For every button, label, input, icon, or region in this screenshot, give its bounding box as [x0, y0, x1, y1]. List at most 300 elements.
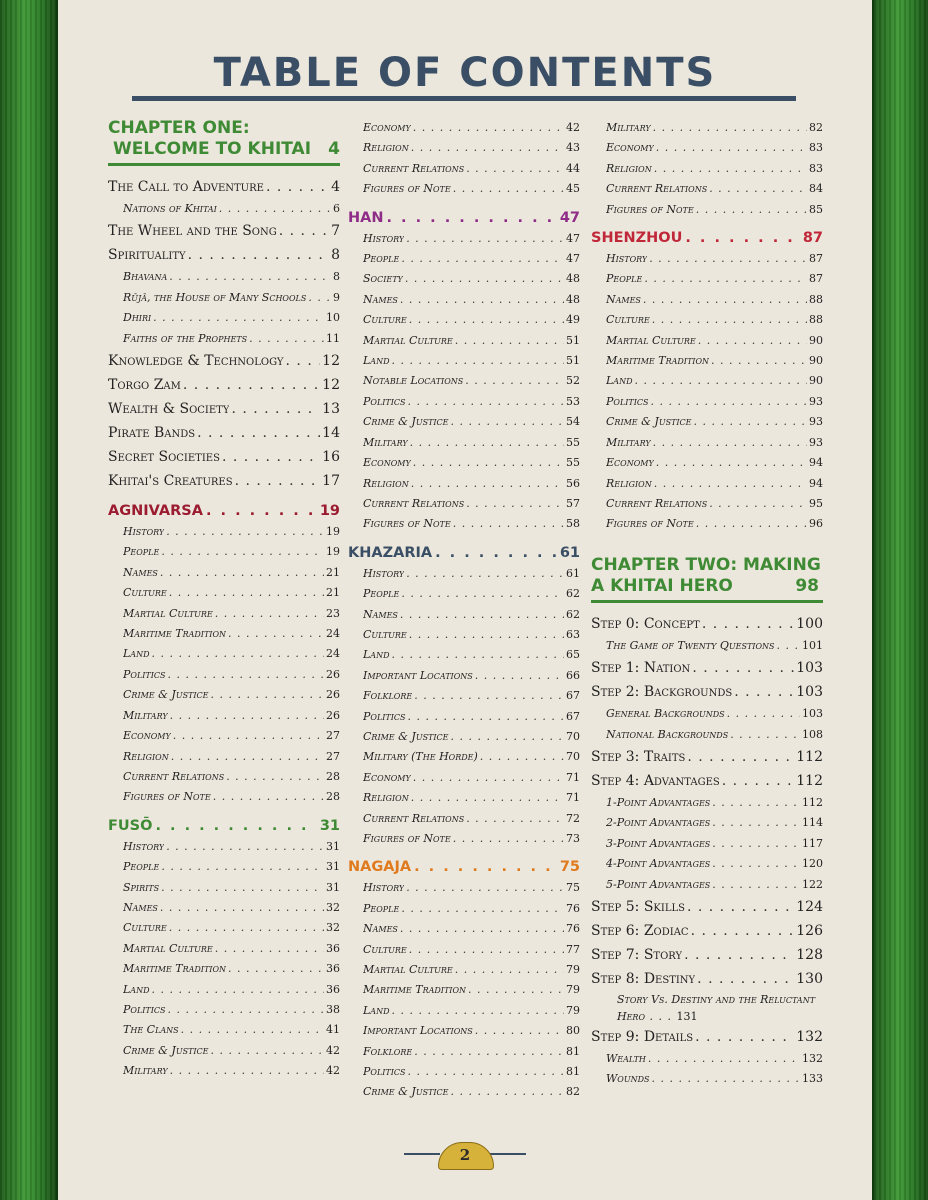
toc-entry[interactable] — [348, 494, 580, 514]
toc-entry-page: 13 — [322, 401, 340, 418]
toc-entry-page: 70 — [566, 729, 580, 743]
toc-entry[interactable] — [108, 918, 340, 938]
page-title: TABLE OF CONTENTS — [213, 50, 717, 96]
toc-entry[interactable] — [591, 453, 823, 473]
toc-entry[interactable] — [591, 290, 823, 310]
toc-entry-page: 61 — [566, 566, 580, 580]
toc-entry-page: 44 — [566, 161, 580, 175]
toc-entry-page: 112 — [796, 748, 823, 765]
toc-entry-title: The Call to Adventure — [108, 179, 264, 195]
toc-entry-page: 103 — [802, 707, 823, 721]
toc-entry[interactable] — [348, 412, 580, 432]
toc-entry-title: Current Relations — [606, 496, 708, 510]
chapter-one-heading — [108, 118, 340, 166]
toc-entry[interactable] — [348, 514, 580, 534]
toc-entry-page: 31 — [326, 880, 340, 894]
toc-entry-page: 79 — [566, 983, 580, 997]
toc-entry[interactable] — [348, 645, 580, 665]
toc-entry[interactable] — [108, 665, 340, 685]
toc-entry[interactable] — [108, 542, 340, 562]
toc-entry-page: 31 — [326, 839, 340, 853]
toc-entry-title: Secret Societies — [108, 449, 220, 466]
toc-entry[interactable] — [108, 980, 340, 1000]
toc-entry[interactable] — [591, 1069, 823, 1089]
page-number: 2 — [459, 1146, 471, 1164]
toc-entry-page: 82 — [566, 1085, 580, 1099]
toc-entry[interactable] — [591, 249, 823, 269]
toc-entry-page: 31 — [326, 860, 340, 874]
toc-entry[interactable] — [108, 939, 340, 959]
toc-entry[interactable] — [348, 269, 580, 289]
toc-entry-page: 19 — [326, 545, 340, 559]
toc-entry-title: Military — [363, 435, 408, 449]
toc-entry[interactable] — [348, 249, 580, 269]
toc-entry-page: 71 — [566, 770, 580, 784]
toc-entry-title: Names — [123, 565, 158, 579]
toc-entry-title: Names — [606, 292, 641, 306]
toc-entry-page: 7 — [331, 223, 340, 240]
toc-entry-page: 45 — [566, 182, 580, 196]
toc-entry-title: Names — [363, 292, 398, 306]
toc-entry[interactable] — [591, 371, 823, 391]
toc-entry[interactable] — [348, 768, 580, 788]
toc-entry-page: 93 — [809, 415, 823, 429]
toc-entry-page: 77 — [566, 942, 580, 956]
toc-entry-title: Figures of Note — [363, 517, 451, 531]
toc-entry-page: 11 — [326, 331, 340, 345]
toc-entry[interactable] — [591, 179, 823, 199]
toc-entry-title: Maritime Tradition — [606, 354, 710, 368]
toc-entry[interactable] — [348, 605, 580, 625]
toc-entry-title: Bhavana — [123, 270, 168, 284]
shenzhou-entries — [591, 249, 823, 535]
toc-entry-title: 5-Point Advantages — [606, 877, 711, 891]
toc-entry[interactable] — [348, 1062, 580, 1082]
toc-entry-title: Step 0: Concept — [591, 615, 700, 632]
toc-entry[interactable] — [591, 118, 823, 138]
toc-entry-page: 43 — [566, 141, 580, 155]
section-khazaria[interactable] — [348, 543, 580, 563]
toc-entry[interactable] — [108, 373, 340, 397]
toc-entry[interactable] — [108, 563, 340, 583]
toc-entry[interactable] — [108, 685, 340, 705]
toc-entry-title: Maritime Tradition — [363, 983, 467, 997]
toc-entry[interactable] — [108, 175, 340, 199]
toc-entry-title: Politics — [363, 1065, 406, 1079]
toc-entry[interactable] — [108, 219, 340, 243]
toc-entry[interactable] — [348, 899, 580, 919]
toc-entry-title: Culture — [606, 313, 650, 327]
toc-entry[interactable] — [591, 514, 823, 534]
toc-entry[interactable] — [591, 680, 823, 704]
toc-entry-page: 6 — [333, 202, 340, 215]
footer-rule-left — [404, 1153, 440, 1155]
toc-entry-page: 93 — [809, 435, 823, 449]
toc-entry[interactable] — [348, 584, 580, 604]
toc-entry[interactable] — [108, 522, 340, 542]
toc-entry-title: Rūjā, the House of Many Schools — [123, 290, 307, 304]
page — [58, 0, 872, 1200]
toc-entry-title: Pirate Bands — [108, 425, 196, 442]
toc-entry[interactable] — [108, 837, 340, 857]
toc-entry[interactable] — [591, 392, 823, 412]
toc-entry-page: 8 — [333, 270, 340, 284]
toc-entry-page: 84 — [809, 182, 823, 196]
toc-entry-title: Society — [363, 272, 403, 286]
toc-entry[interactable] — [591, 310, 823, 330]
toc-entry-title: 4-Point Advantages — [606, 857, 711, 871]
toc-entry-page: 128 — [796, 946, 823, 963]
toc-entry[interactable] — [348, 625, 580, 645]
toc-entry[interactable] — [108, 267, 340, 287]
toc-entry-page: 55 — [566, 456, 580, 470]
right-border — [874, 0, 928, 1200]
toc-entry[interactable] — [591, 854, 823, 874]
toc-entry-page: 23 — [326, 606, 340, 620]
toc-entry-title: People — [363, 587, 400, 601]
toc-entry-title: Crime & Justice — [606, 415, 692, 429]
toc-entry-title: Story Vs. Destiny and the Reluctant Hero — [617, 992, 816, 1023]
toc-entry-title: Religion — [123, 749, 169, 763]
toc-entry-page: 88 — [809, 313, 823, 327]
toc-entry[interactable] — [108, 706, 340, 726]
toc-entry-page: 131 — [676, 1009, 698, 1023]
toc-entry-page: 10 — [326, 311, 340, 325]
toc-entry-page: 36 — [326, 941, 340, 955]
toc-entry[interactable] — [591, 895, 823, 919]
toc-entry-page: 24 — [326, 647, 340, 661]
fuso-entries — [108, 837, 340, 1082]
toc-entry[interactable] — [348, 351, 580, 371]
toc-entry-page: 36 — [326, 982, 340, 996]
section-agnivarsa-name: AGNIVARSA — [108, 503, 203, 520]
toc-entry[interactable] — [591, 943, 823, 967]
toc-entry-page: 80 — [566, 1024, 580, 1038]
toc-entry[interactable] — [348, 159, 580, 179]
toc-entry-title: Step 7: Story — [591, 946, 683, 963]
toc-entry[interactable] — [348, 1001, 580, 1021]
toc-entry-page: 93 — [809, 394, 823, 408]
toc-entry[interactable] — [591, 269, 823, 289]
toc-entry[interactable] — [348, 310, 580, 330]
toc-entry-page: 130 — [796, 970, 823, 987]
chapter-one-line2: WELCOME TO KHITAI — [113, 139, 312, 159]
toc-entry-page: 120 — [802, 857, 823, 871]
toc-entry[interactable] — [108, 1020, 340, 1040]
toc-entry-title: People — [123, 860, 160, 874]
toc-entry[interactable] — [108, 857, 340, 877]
toc-entry[interactable] — [348, 474, 580, 494]
toc-entry-title: Step 9: Details — [591, 1028, 694, 1045]
toc-entry[interactable] — [348, 666, 580, 686]
section-fuso[interactable] — [108, 816, 340, 836]
toc-entry[interactable] — [348, 960, 580, 980]
toc-entry-title: Step 4: Advantages — [591, 772, 720, 789]
toc-entry-title: Politics — [363, 394, 406, 408]
toc-entry[interactable] — [348, 1082, 580, 1102]
toc-entry[interactable] — [348, 980, 580, 1000]
toc-entry-title: Military (The Horde) — [363, 750, 478, 764]
toc-entry-page: 90 — [809, 354, 823, 368]
toc-entry-page: 9 — [333, 290, 340, 304]
toc-entry-page: 27 — [326, 749, 340, 763]
toc-entry-title: Step 1: Nation — [591, 660, 691, 677]
toc-entry[interactable] — [348, 229, 580, 249]
toc-entry[interactable] — [591, 919, 823, 943]
section-shenzhou[interactable] — [591, 228, 823, 248]
toc-entry[interactable] — [348, 564, 580, 584]
toc-entry-title: Religion — [606, 476, 652, 490]
toc-entry[interactable] — [591, 331, 823, 351]
toc-entry[interactable] — [108, 878, 340, 898]
toc-entry[interactable] — [108, 243, 340, 267]
toc-entry-page: 42 — [566, 121, 580, 134]
toc-entry-page: 51 — [566, 333, 580, 347]
toc-entry-page: 76 — [566, 901, 580, 915]
toc-entry-title: Economy — [606, 456, 654, 470]
toc-entry-title: Military — [606, 121, 651, 134]
toc-entry-title: 1-Point Advantages — [606, 795, 711, 809]
toc-entry-page: 87 — [809, 252, 823, 266]
toc-entry-title: Culture — [123, 586, 167, 600]
toc-entry[interactable] — [108, 604, 340, 624]
toc-entry[interactable] — [591, 494, 823, 514]
toc-entry-title: Crime & Justice — [123, 1043, 209, 1057]
toc-entry[interactable] — [591, 793, 823, 813]
toc-entry-title: Land — [123, 647, 150, 661]
toc-entry[interactable] — [591, 351, 823, 371]
toc-entry-page: 24 — [326, 627, 340, 641]
toc-entry[interactable] — [108, 308, 340, 328]
toc-entry-page: 75 — [566, 881, 580, 895]
toc-entry[interactable] — [591, 636, 823, 656]
toc-entry-page: 90 — [809, 333, 823, 347]
toc-entry-title: Culture — [363, 627, 407, 641]
toc-entry-title: Important Locations — [363, 1024, 473, 1038]
toc-entry[interactable] — [108, 1041, 340, 1061]
toc-entry-page: 114 — [802, 816, 823, 830]
toc-entry[interactable] — [348, 392, 580, 412]
toc-entry[interactable] — [591, 1049, 823, 1069]
toc-entry[interactable] — [591, 1025, 823, 1049]
toc-entry[interactable] — [348, 727, 580, 747]
chapter-two-line2: A KHITAI HERO — [591, 575, 733, 596]
toc-entry[interactable] — [348, 940, 580, 960]
toc-entry-page: 63 — [566, 627, 580, 641]
toc-entry[interactable] — [348, 919, 580, 939]
section-fuso-name: FUSŌ — [108, 817, 153, 834]
toc-entry[interactable] — [591, 474, 823, 494]
toc-entry-title: Politics — [123, 1002, 166, 1016]
toc-entry[interactable] — [108, 747, 340, 767]
toc-entry[interactable] — [108, 644, 340, 664]
toc-entry-title: Wealth & Society — [108, 401, 230, 418]
toc-entry-page: 55 — [566, 435, 580, 449]
toc-entry-title: Economy — [363, 456, 411, 470]
chapter-two-line1: CHAPTER TWO: MAKING — [591, 554, 821, 575]
toc-entry[interactable] — [591, 813, 823, 833]
toc-entry-page: 53 — [566, 394, 580, 408]
toc-entry[interactable] — [591, 612, 823, 636]
toc-entry-page: 126 — [796, 922, 823, 939]
section-nagaja[interactable] — [348, 857, 580, 877]
toc-entry[interactable] — [348, 829, 580, 849]
toc-entry-page: 83 — [809, 161, 823, 175]
column-2 — [348, 118, 580, 1103]
toc-entry[interactable] — [348, 747, 580, 767]
toc-entry-title: The Wheel and the Song — [108, 223, 277, 240]
toc-entry[interactable] — [108, 583, 340, 603]
toc-entry-page: 132 — [796, 1028, 823, 1045]
toc-entry[interactable] — [591, 200, 823, 220]
toc-entry[interactable] — [591, 967, 823, 991]
toc-entry-title: Current Relations — [363, 811, 465, 825]
toc-entry[interactable] — [108, 421, 340, 445]
toc-entry[interactable] — [108, 329, 340, 349]
toc-entry-page: 82 — [809, 121, 823, 134]
toc-entry[interactable] — [591, 875, 823, 895]
section-han[interactable] — [348, 208, 580, 228]
toc-entry[interactable] — [348, 290, 580, 310]
toc-entry-title: People — [363, 252, 400, 266]
chapter-one-page: 4 — [328, 139, 340, 159]
toc-entry[interactable] — [348, 433, 580, 453]
toc-entry-page: 14 — [322, 425, 340, 442]
toc-entry-title: Maritime Tradition — [123, 627, 227, 641]
toc-entry-title: Faiths of the Prophets — [123, 331, 248, 345]
toc-entry-title: Religion — [363, 476, 409, 490]
toc-entry[interactable] — [108, 787, 340, 807]
toc-entry[interactable] — [591, 834, 823, 854]
toc-entry-page: 28 — [326, 790, 340, 804]
toc-entry[interactable] — [591, 159, 823, 179]
toc-entry-title: 2-Point Advantages — [606, 816, 711, 830]
toc-entry-title: People — [123, 545, 160, 559]
toc-entry[interactable] — [108, 199, 340, 219]
toc-entry-page: 58 — [566, 517, 580, 531]
toc-entry-title: History — [363, 566, 405, 580]
toc-entry-title: Military — [123, 708, 168, 722]
toc-entry-page: 103 — [796, 660, 823, 677]
toc-entry-page: 124 — [796, 898, 823, 915]
section-agnivarsa[interactable] — [108, 501, 340, 521]
toc-entry[interactable] — [108, 1000, 340, 1020]
toc-entry-page: 101 — [802, 638, 823, 652]
toc-entry-title: History — [363, 231, 405, 245]
toc-entry-title: Figures of Note — [606, 517, 694, 531]
toc-entry[interactable] — [108, 959, 340, 979]
toc-entry[interactable] — [591, 704, 823, 724]
toc-entry[interactable] — [348, 788, 580, 808]
toc-entry[interactable] — [348, 118, 580, 138]
toc-entry-title: Important Locations — [363, 668, 473, 682]
toc-entry-title: Martial Culture — [363, 963, 453, 977]
toc-entry-title: Maritime Tradition — [123, 962, 227, 976]
toc-entry[interactable] — [348, 331, 580, 351]
toc-entry-page: 51 — [566, 354, 580, 368]
toc-entry[interactable] — [108, 1061, 340, 1081]
toc-entry[interactable] — [108, 288, 340, 308]
toc-entry[interactable] — [108, 469, 340, 493]
toc-entry-page: 38 — [326, 1002, 340, 1016]
toc-entry[interactable] — [108, 726, 340, 746]
toc-entry-page: 94 — [809, 456, 823, 470]
footer-rule-right — [490, 1153, 526, 1155]
toc-entry-title: Culture — [363, 942, 407, 956]
toc-entry[interactable] — [108, 349, 340, 373]
toc-entry-title: Nations of Khitai — [123, 202, 217, 215]
toc-entry-title: National Backgrounds — [606, 727, 729, 741]
toc-entry-page: 72 — [566, 811, 580, 825]
column-3 — [591, 118, 823, 1090]
toc-entry-page: 42 — [326, 1064, 340, 1078]
toc-entry-page: 94 — [809, 476, 823, 490]
toc-entry-title: Torgo Zam — [108, 377, 181, 394]
toc-entry[interactable] — [348, 1021, 580, 1041]
section-han-name: HAN — [348, 209, 384, 226]
han-entries — [348, 229, 580, 535]
toc-entry[interactable] — [348, 179, 580, 199]
toc-entry[interactable] — [108, 397, 340, 421]
title-rule — [132, 96, 796, 101]
toc-entry-page: 21 — [326, 565, 340, 579]
toc-entry[interactable] — [591, 745, 823, 769]
fuso-continued-entries — [348, 118, 580, 200]
toc-entry[interactable] — [348, 878, 580, 898]
toc-entry-page: 112 — [802, 795, 823, 809]
toc-entry[interactable] — [591, 412, 823, 432]
toc-entry-page: 103 — [796, 684, 823, 701]
toc-entry-page: 79 — [566, 963, 580, 977]
toc-entry[interactable] — [591, 725, 823, 745]
toc-entry-page: 73 — [566, 832, 580, 845]
section-shenzhou-name: SHENZHOU — [591, 230, 683, 247]
toc-entry[interactable] — [108, 624, 340, 644]
footer — [58, 1140, 872, 1170]
toc-entry-title: Names — [363, 607, 398, 621]
toc-entry[interactable] — [348, 371, 580, 391]
toc-entry[interactable] — [108, 898, 340, 918]
toc-entry[interactable]: Story Vs. Destiny and the Reluctant Hero . . . 131 — [617, 992, 816, 1023]
toc-entry[interactable] — [591, 138, 823, 158]
toc-entry-title: Economy — [363, 770, 411, 784]
toc-entry[interactable] — [591, 769, 823, 793]
toc-entry[interactable] — [348, 1042, 580, 1062]
section-khazaria-name: KHAZARIA — [348, 544, 433, 561]
toc-entry[interactable] — [591, 656, 823, 680]
toc-entry-title: Dhiri — [123, 311, 152, 325]
toc-entry-page: 56 — [566, 476, 580, 490]
toc-entry[interactable] — [348, 707, 580, 727]
toc-entry[interactable] — [348, 686, 580, 706]
toc-entry-page: 88 — [809, 292, 823, 306]
toc-entry-page: 12 — [322, 377, 340, 394]
nagaja-entries — [348, 878, 580, 1102]
toc-entry-title: Figures of Note — [606, 202, 694, 216]
toc-entry[interactable] — [348, 138, 580, 158]
toc-entry-page: 112 — [796, 772, 823, 789]
toc-entry[interactable] — [591, 433, 823, 453]
section-han-page: 47 — [559, 209, 580, 226]
toc-entry[interactable] — [348, 809, 580, 829]
toc-entry[interactable] — [108, 445, 340, 469]
toc-entry-title: Crime & Justice — [363, 415, 449, 429]
toc-entry[interactable] — [348, 453, 580, 473]
toc-entry-title: Step 6: Zodiac — [591, 922, 689, 939]
toc-entry-title: Crime & Justice — [123, 688, 209, 702]
toc-entry[interactable] — [108, 767, 340, 787]
toc-entry-title: People — [606, 272, 643, 286]
